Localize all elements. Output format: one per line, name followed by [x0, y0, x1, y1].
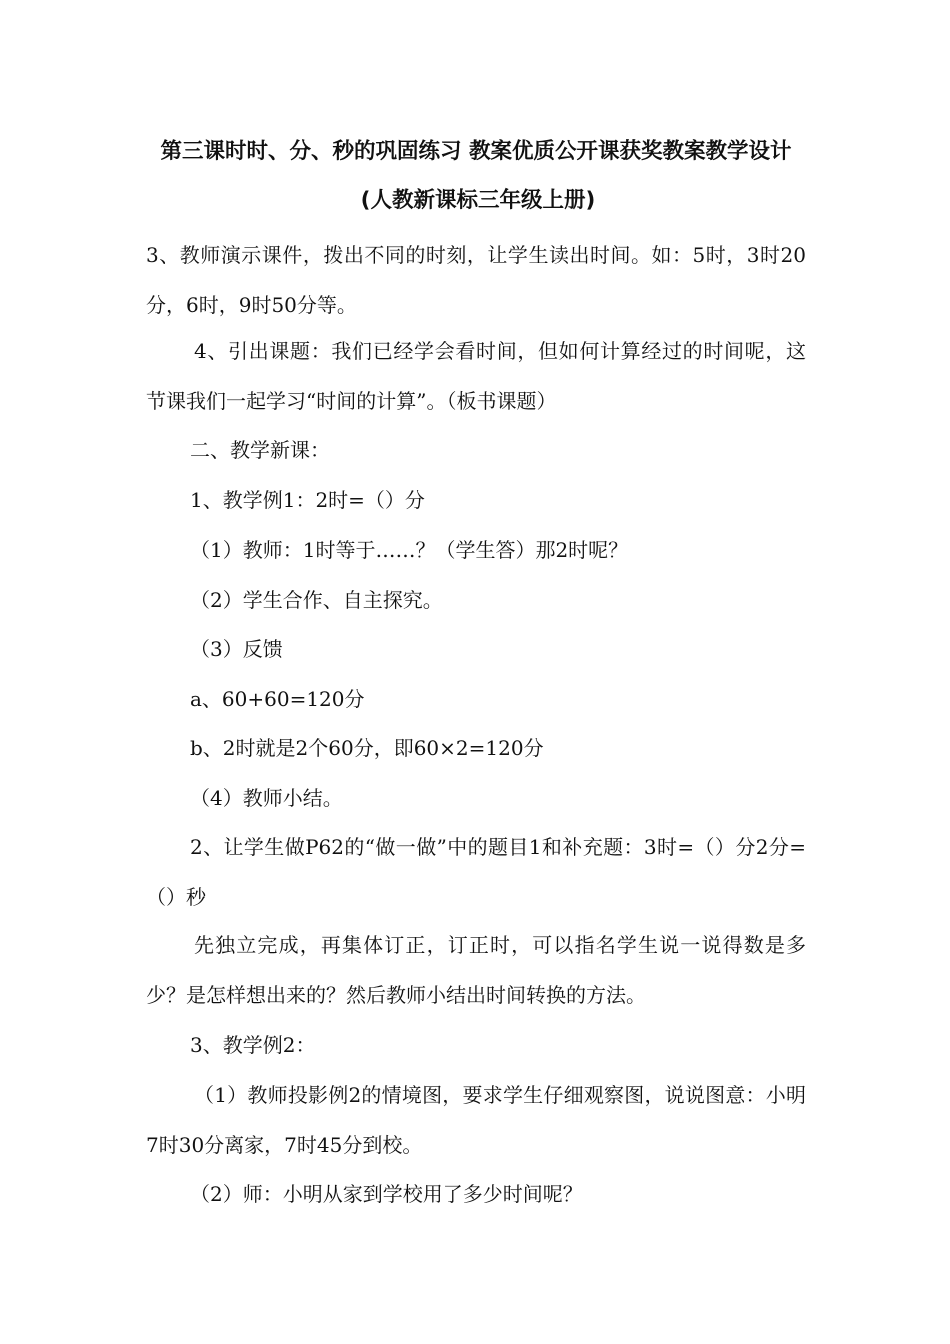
paragraph-8: b、2时就是2个60分，即60×2=120分	[190, 736, 544, 760]
paragraph-12: 3、教学例2：	[190, 1033, 316, 1057]
paragraph-6: （3）反馈	[190, 637, 283, 661]
paragraph-14: （2）师：小明从家到学校用了多少时间呢？	[190, 1182, 583, 1206]
paragraph-13: （1）教师投影例2的情境图，要求学生仔细观察图，说说图意：小明7时30分离家，7时45分到校。	[146, 1083, 806, 1157]
section-heading: 二、教学新课：	[190, 438, 330, 462]
paragraph-4: （1）教师：1时等于……？（学生答）那2时呢？	[190, 538, 629, 562]
paragraph-11: 先独立完成，再集体订正，订正时，可以指名学生说一说得数是多少？是怎样想出来的？然后教师小结出时间转换的方法。	[146, 933, 806, 1007]
paragraph-2: 4、引出课题：我们已经学会看时间，但如何计算经过的时间呢，这节课我们一起学习“时间的计算”。（板书课题）	[146, 339, 806, 413]
paragraph-10: 2、让学生做P62的“做一做”中的题目1和补充题：3时=（）分2分=（）秒	[146, 835, 806, 909]
paragraph-3: 1、教学例1：2时=（）分	[190, 488, 425, 512]
paragraph-7: a、60+60=120分	[190, 687, 365, 711]
paragraph-9: （4）教师小结。	[190, 786, 343, 810]
document-subtitle: (人教新课标三年级上册)	[360, 188, 596, 213]
paragraph-5: （2）学生合作、自主探究。	[190, 588, 443, 612]
document-title: 第三课时时、分、秒的巩固练习 教案优质公开课获奖教案教学设计	[160, 139, 792, 164]
paragraph-1: 3、教师演示课件，拨出不同的时刻，让学生读出时间。如：5时，3时20分，6时，9时50分等。	[146, 243, 806, 317]
